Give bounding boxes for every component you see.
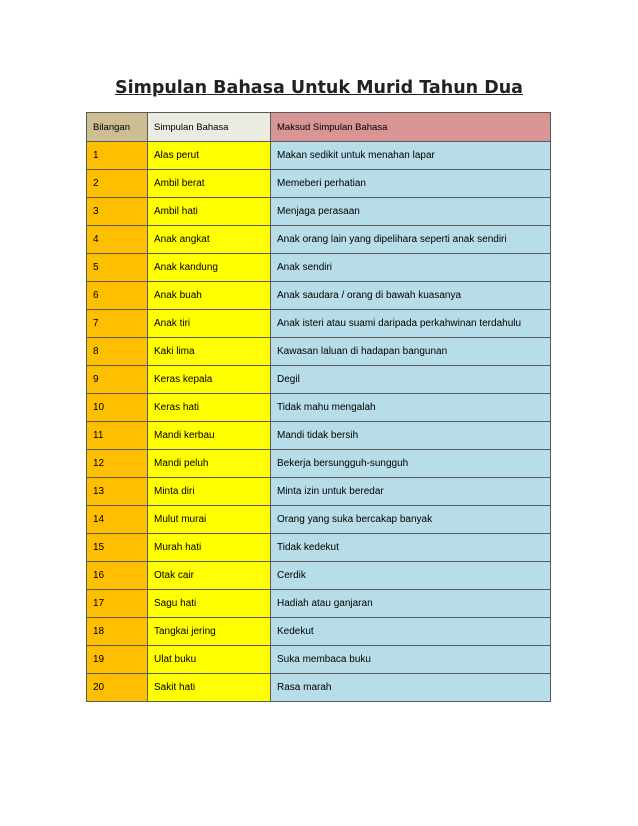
cell-number: 19 (87, 646, 148, 674)
cell-phrase: Ambil berat (148, 170, 271, 198)
cell-phrase: Anak buah (148, 282, 271, 310)
table-row (87, 450, 551, 478)
cell-phrase: Sakit hati (148, 674, 271, 702)
table-row (87, 562, 551, 590)
cell-meaning: Degil (271, 366, 551, 394)
table-row (87, 590, 551, 618)
cell-number: 5 (87, 254, 148, 282)
cell-number: 9 (87, 366, 148, 394)
table-row (87, 478, 551, 506)
cell-phrase: Keras hati (148, 394, 271, 422)
cell-number: 14 (87, 506, 148, 534)
cell-number: 2 (87, 170, 148, 198)
cell-number: 17 (87, 590, 148, 618)
cell-phrase: Mulut murai (148, 506, 271, 534)
header-meaning: Maksud Simpulan Bahasa (271, 113, 551, 142)
cell-meaning: Tidak kedekut (271, 534, 551, 562)
table-row (87, 422, 551, 450)
cell-meaning: Tidak mahu mengalah (271, 394, 551, 422)
header-phrase: Simpulan Bahasa (148, 113, 271, 142)
cell-meaning: Menjaga perasaan (271, 198, 551, 226)
cell-meaning: Bekerja bersungguh-sungguh (271, 450, 551, 478)
cell-number: 3 (87, 198, 148, 226)
cell-phrase: Anak angkat (148, 226, 271, 254)
simpulan-bahasa-table (86, 112, 551, 702)
cell-meaning: Mandi tidak bersih (271, 422, 551, 450)
table-row (87, 282, 551, 310)
table-row (87, 142, 551, 170)
cell-number: 1 (87, 142, 148, 170)
cell-meaning: Kedekut (271, 618, 551, 646)
cell-phrase: Mandi peluh (148, 450, 271, 478)
cell-number: 8 (87, 338, 148, 366)
table-header-row (87, 113, 551, 142)
cell-phrase: Sagu hati (148, 590, 271, 618)
cell-meaning: Anak isteri atau suami daripada perkahwinan terdahulu (271, 310, 551, 338)
cell-meaning: Anak sendiri (271, 254, 551, 282)
table-row (87, 366, 551, 394)
table-row (87, 170, 551, 198)
cell-number: 16 (87, 562, 148, 590)
cell-meaning: Kawasan laluan di hadapan bangunan (271, 338, 551, 366)
cell-number: 18 (87, 618, 148, 646)
cell-number: 4 (87, 226, 148, 254)
cell-meaning: Suka membaca buku (271, 646, 551, 674)
cell-meaning: Anak orang lain yang dipelihara seperti anak sendiri (271, 226, 551, 254)
table-row (87, 254, 551, 282)
table-row (87, 506, 551, 534)
cell-meaning: Memeberi perhatian (271, 170, 551, 198)
cell-number: 15 (87, 534, 148, 562)
cell-phrase: Kaki lima (148, 338, 271, 366)
cell-number: 10 (87, 394, 148, 422)
cell-phrase: Anak kandung (148, 254, 271, 282)
table-row (87, 394, 551, 422)
cell-meaning: Rasa marah (271, 674, 551, 702)
cell-number: 11 (87, 422, 148, 450)
table-row (87, 534, 551, 562)
table-row (87, 646, 551, 674)
cell-phrase: Ambil hati (148, 198, 271, 226)
cell-phrase: Alas perut (148, 142, 271, 170)
cell-meaning: Minta izin untuk beredar (271, 478, 551, 506)
table-row (87, 674, 551, 702)
cell-meaning: Cerdik (271, 562, 551, 590)
cell-phrase: Keras kepala (148, 366, 271, 394)
cell-meaning: Anak saudara / orang di bawah kuasanya (271, 282, 551, 310)
cell-number: 20 (87, 674, 148, 702)
cell-meaning: Makan sedikit untuk menahan lapar (271, 142, 551, 170)
cell-phrase: Otak cair (148, 562, 271, 590)
cell-phrase: Minta diri (148, 478, 271, 506)
cell-meaning: Hadiah atau ganjaran (271, 590, 551, 618)
cell-number: 7 (87, 310, 148, 338)
header-number: Bilangan (87, 113, 148, 142)
cell-number: 12 (87, 450, 148, 478)
page-title: Simpulan Bahasa Untuk Murid Tahun Dua (114, 78, 523, 98)
cell-phrase: Ulat buku (148, 646, 271, 674)
cell-phrase: Tangkai jering (148, 618, 271, 646)
table-row (87, 618, 551, 646)
cell-number: 6 (87, 282, 148, 310)
table-row (87, 198, 551, 226)
cell-phrase: Anak tiri (148, 310, 271, 338)
cell-phrase: Mandi kerbau (148, 422, 271, 450)
cell-number: 13 (87, 478, 148, 506)
table-row (87, 338, 551, 366)
cell-phrase: Murah hati (148, 534, 271, 562)
table-row (87, 310, 551, 338)
table-row (87, 226, 551, 254)
cell-meaning: Orang yang suka bercakap banyak (271, 506, 551, 534)
